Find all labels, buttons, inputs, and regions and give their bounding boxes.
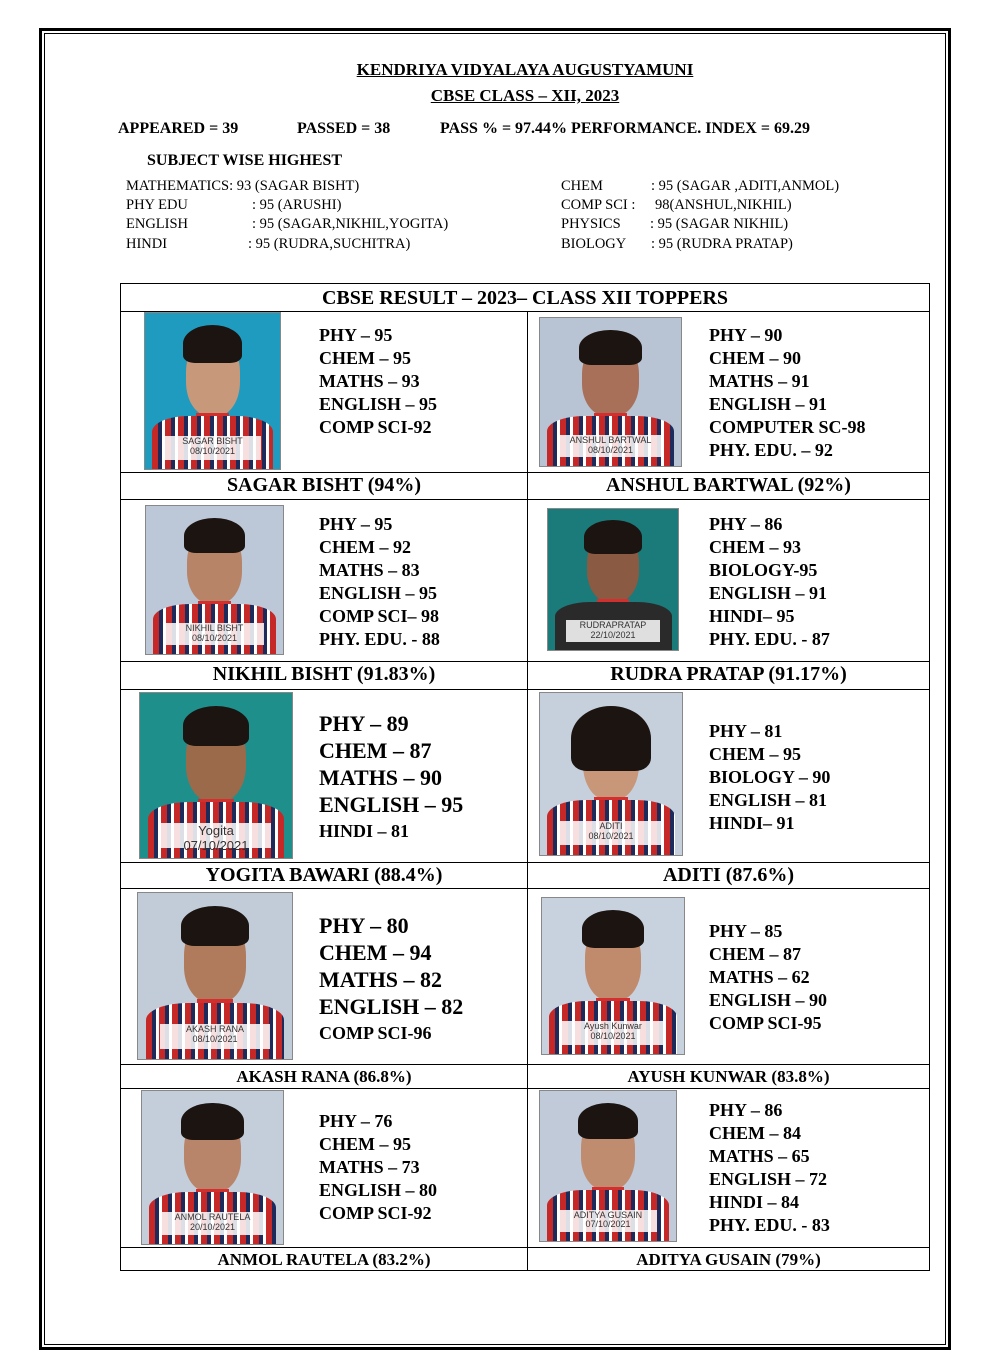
- mark-line: HINDI – 84: [709, 1192, 800, 1212]
- student-name: NIKHIL BISHT (91.83%): [212, 663, 436, 685]
- subject-value: 93 (SAGAR BISHT): [236, 178, 360, 194]
- row-divider: [121, 472, 929, 473]
- mark-line: PHY – 95: [319, 514, 393, 534]
- toppers-table: [120, 283, 930, 1271]
- subject-name: PHY EDU: [126, 197, 188, 213]
- mark-line: CHEM – 94: [319, 940, 432, 965]
- mark-line: PHY – 95: [319, 325, 393, 345]
- mark-line: ENGLISH – 81: [709, 790, 828, 810]
- mark-line: ENGLISH – 90: [709, 990, 828, 1010]
- marks-list: [319, 1110, 437, 1225]
- student-photo: NIKHIL BISHT 08/10/2021: [145, 505, 284, 655]
- mark-line: MATHS – 93: [319, 371, 420, 391]
- mark-line: PHY. EDU. - 87: [709, 629, 830, 649]
- mark-line: HINDI – 81: [319, 821, 410, 841]
- class-title: CBSE CLASS – XII, 2023: [430, 86, 620, 105]
- mark-line: PHY. EDU. - 83: [709, 1215, 830, 1235]
- student-name: ANSHUL BARTWAL (92%): [606, 474, 851, 496]
- row-divider: [121, 499, 929, 500]
- marks-list: [709, 720, 830, 835]
- student-name: ADITI (87.6%): [662, 864, 795, 886]
- mark-line: BIOLOGY – 90: [709, 767, 831, 787]
- mark-line: HINDI– 95: [709, 606, 795, 626]
- subject-value: : 95 (ARUSHI): [252, 197, 342, 213]
- mark-line: HINDI– 91: [709, 813, 795, 833]
- stat-passed: PASSED = 38: [297, 120, 391, 137]
- subject-row: [561, 197, 792, 214]
- column-divider: [527, 312, 528, 1270]
- mark-line: CHEM – 95: [709, 744, 801, 764]
- stat-appeared: APPEARED = 39: [118, 120, 239, 137]
- mark-line: COMP SCI-95: [709, 1013, 822, 1033]
- student-name: ADITYA GUSAIN (79%): [636, 1250, 821, 1269]
- subject-value: : 95 (SAGAR ,ADITI,ANMOL): [651, 178, 840, 194]
- row-divider: [121, 1247, 929, 1248]
- subject-name: BIOLOGY: [561, 236, 627, 252]
- student-photo: ANMOL RAUTELA 20/10/2021: [141, 1090, 284, 1245]
- subject-name: COMP SCI :: [561, 197, 636, 213]
- marks-list: [319, 710, 463, 845]
- marks-list: [319, 513, 440, 651]
- subject-value: : 95 (RUDRA,SUCHITRA): [248, 236, 411, 252]
- mark-line: CHEM – 95: [319, 1134, 411, 1154]
- toppers-title: CBSE RESULT – 2023– CLASS XII TOPPERS: [121, 284, 929, 312]
- row-divider: [121, 888, 929, 889]
- mark-line: ENGLISH – 95: [319, 583, 438, 603]
- mark-line: COMPUTER SC-98: [709, 417, 866, 437]
- stat-pass-percent-pi: PASS % = 97.44% PERFORMANCE. INDEX = 69.29: [440, 120, 810, 137]
- mark-line: BIOLOGY-95: [709, 560, 818, 580]
- mark-line: ENGLISH – 82: [319, 994, 464, 1019]
- subject-value: : 95 (SAGAR NIKHIL): [650, 216, 789, 232]
- subject-row: [126, 216, 449, 233]
- mark-line: CHEM – 93: [709, 537, 801, 557]
- row-divider: [121, 862, 929, 863]
- student-name: ANMOL RAUTELA (83.2%): [217, 1250, 431, 1269]
- mark-line: MATHS – 83: [319, 560, 420, 580]
- subject-name: CHEM: [561, 178, 603, 194]
- mark-line: PHY. EDU. - 88: [319, 629, 440, 649]
- subject-value: 98(ANSHUL,NIKHIL): [655, 197, 792, 213]
- subject-heading: SUBJECT WISE HIGHEST: [147, 152, 343, 169]
- mark-line: PHY – 81: [709, 721, 783, 741]
- mark-line: ENGLISH – 95: [319, 394, 438, 414]
- mark-line: COMP SCI– 98: [319, 606, 440, 626]
- mark-line: ENGLISH – 80: [319, 1180, 438, 1200]
- mark-line: CHEM – 90: [709, 348, 801, 368]
- student-name: SAGAR BISHT (94%): [226, 474, 422, 496]
- mark-line: COMP SCI-96: [319, 1023, 432, 1043]
- subject-value: : 95 (RUDRA PRATAP): [651, 236, 793, 252]
- student-name: AYUSH KUNWAR (83.8%): [627, 1067, 830, 1086]
- mark-line: ENGLISH – 91: [709, 583, 828, 603]
- subject-name: HINDI: [126, 236, 168, 252]
- row-divider: [121, 689, 929, 690]
- marks-list: [709, 920, 827, 1035]
- mark-line: PHY – 89: [319, 711, 409, 736]
- mark-line: PHY. EDU. – 92: [709, 440, 833, 460]
- mark-line: PHY – 76: [319, 1111, 393, 1131]
- mark-line: PHY – 86: [709, 1100, 783, 1120]
- subject-row: [126, 178, 359, 195]
- marks-list: [709, 324, 866, 462]
- student-photo: Ayush Kunwar 08/10/2021: [541, 897, 685, 1055]
- mark-line: PHY – 86: [709, 514, 783, 534]
- student-photo: ADITYA GUSAIN 07/10/2021: [539, 1090, 677, 1242]
- mark-line: COMP SCI-92: [319, 1203, 432, 1223]
- student-photo: ADITI 08/10/2021: [539, 692, 683, 856]
- row-divider: [121, 661, 929, 662]
- mark-line: ENGLISH – 95: [319, 792, 464, 817]
- marks-list: [709, 1099, 830, 1237]
- marks-list: [709, 513, 830, 651]
- mark-line: CHEM – 92: [319, 537, 411, 557]
- mark-line: PHY – 80: [319, 913, 409, 938]
- subject-row: [561, 236, 793, 253]
- mark-line: CHEM – 87: [709, 944, 801, 964]
- student-photo: RUDRAPRATAP 22/10/2021: [547, 508, 679, 651]
- mark-line: MATHS – 91: [709, 371, 810, 391]
- student-photo: ANSHUL BARTWAL 08/10/2021: [539, 317, 682, 467]
- student-name: RUDRA PRATAP (91.17%): [610, 663, 847, 685]
- mark-line: MATHS – 62: [709, 967, 810, 987]
- mark-line: MATHS – 82: [319, 967, 443, 992]
- school-title: KENDRIYA VIDYALAYA AUGUSTYAMUNI: [356, 60, 694, 79]
- marks-list: [319, 324, 437, 439]
- mark-line: COMP SCI-92: [319, 417, 432, 437]
- mark-line: PHY – 90: [709, 325, 783, 345]
- subject-row: [561, 216, 789, 233]
- subject-name: ENGLISH: [126, 216, 189, 232]
- mark-line: PHY – 85: [709, 921, 783, 941]
- subject-name: PHYSICS: [561, 216, 621, 232]
- mark-line: CHEM – 95: [319, 348, 411, 368]
- student-photo: Yogita 07/10/2021: [139, 692, 293, 859]
- student-photo: SAGAR BISHT 08/10/2021: [144, 312, 281, 470]
- row-divider: [121, 1064, 929, 1065]
- subject-value: : 95 (SAGAR,NIKHIL,YOGITA): [252, 216, 449, 232]
- subject-row: [126, 197, 342, 214]
- marks-list: [319, 912, 463, 1047]
- subject-row: [561, 178, 840, 195]
- mark-line: CHEM – 87: [319, 738, 432, 763]
- mark-line: MATHS – 73: [319, 1157, 420, 1177]
- student-photo: AKASH RANA 08/10/2021: [137, 892, 293, 1060]
- mark-line: ENGLISH – 91: [709, 394, 828, 414]
- mark-line: CHEM – 84: [709, 1123, 801, 1143]
- mark-line: MATHS – 90: [319, 765, 443, 790]
- student-name: AKASH RANA (86.8%): [236, 1067, 412, 1086]
- mark-line: MATHS – 65: [709, 1146, 810, 1166]
- subject-row: [126, 236, 411, 253]
- student-name: YOGITA BAWARI (88.4%): [205, 864, 443, 886]
- row-divider: [121, 1088, 929, 1089]
- subject-name: MATHEMATICS:: [126, 178, 234, 194]
- mark-line: ENGLISH – 72: [709, 1169, 828, 1189]
